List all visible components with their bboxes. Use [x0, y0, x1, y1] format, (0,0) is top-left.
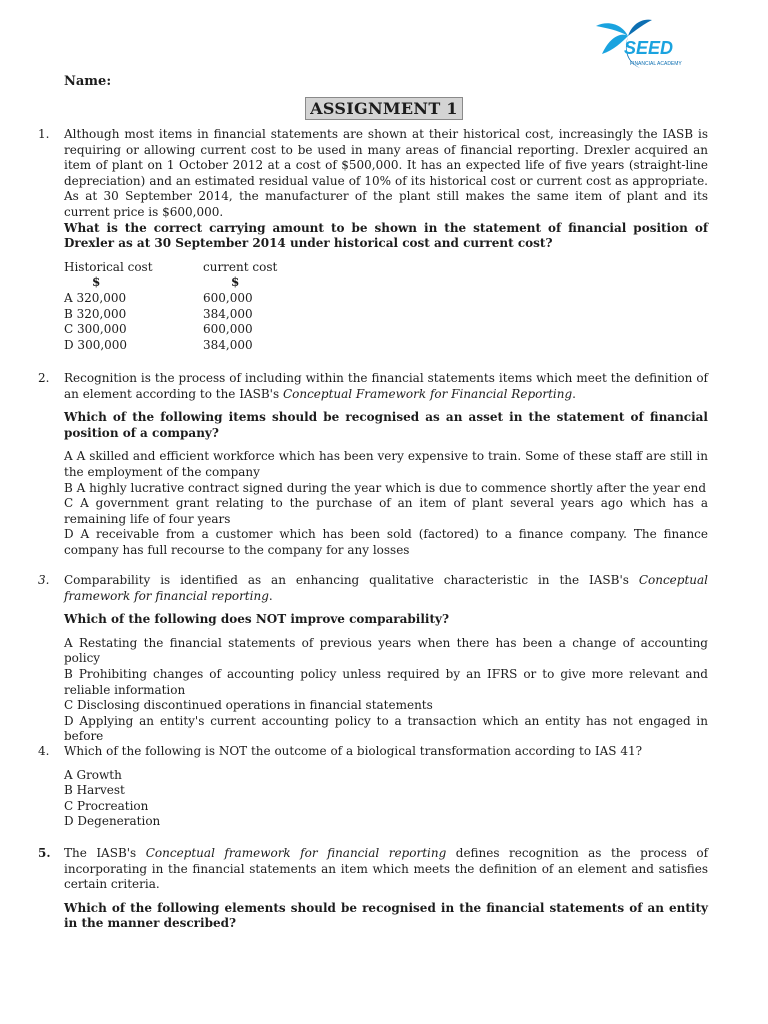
option-b: B Prohibiting changes of accounting policy unless required by an IFRS or to give more relevant and reliable information — [64, 666, 708, 697]
option-a: A Growth — [64, 767, 122, 782]
question-5 — [38, 846, 708, 932]
option-row — [64, 322, 708, 338]
question-prompt: Which of the following does NOT improve comparability? — [64, 612, 449, 627]
option-c: C A government grant relating to the purchase of an item of plant several years ago which has a remaining life of four years — [64, 496, 708, 526]
option-historical: B 320,000 — [64, 306, 127, 321]
option-current: 384,000 — [203, 337, 253, 352]
name-label: Name: — [64, 74, 112, 89]
option-c: C Procreation — [64, 798, 149, 813]
question-3 — [38, 573, 708, 745]
question-number: 1. — [38, 127, 50, 141]
option-row — [64, 307, 708, 323]
option-historical: A 320,000 — [64, 290, 127, 305]
question-1 — [38, 127, 708, 353]
unit-label: $ — [231, 275, 240, 290]
question-2 — [38, 371, 708, 559]
seed-logo — [588, 14, 706, 74]
option-current: 384,000 — [203, 306, 253, 321]
option-c: C Disclosing discontinued operations in financial statements — [64, 698, 433, 713]
question-text: Although most items in financial statements are shown at their historical cost, increasingly the IASB is requiring or allowing current cost to be used in many areas of financial reporting. Drexler acquired an item of plant on 1 October 2012 at a cost of $500,000. It has an expected life of five years (straight-line depreciation) and an estimated residual value of 10% of its historical cost or current cost as appropriate. As at 30 September 2014, the manufacturer of the plant still makes the same item of plant and its current price is $600,000. — [64, 127, 708, 219]
assignment-title: ASSIGNMENT 1 — [305, 97, 463, 120]
option-historical: C 300,000 — [64, 322, 127, 337]
option-b: B Harvest — [64, 783, 125, 798]
question-4 — [38, 744, 708, 830]
question-number: 3. — [38, 573, 50, 587]
question-number: 2. — [38, 371, 50, 385]
option-d: D Applying an entity's current accounting policy to a transaction which an entity has not engaged in before — [64, 713, 708, 744]
column-header: Historical cost — [64, 259, 153, 274]
option-row — [64, 291, 708, 307]
option-a: A A skilled and efficient workforce which has been very expensive to train. Some of these staff are still in the employment of the company — [64, 449, 708, 479]
option-current: 600,000 — [203, 322, 253, 337]
option-a: A Restating the financial statements of previous years when there has been a change of accounting policy — [64, 635, 708, 666]
question-prompt: Which of the following items should be recognised as an asset in the statement of financial position of a company? — [64, 410, 708, 440]
option-row — [64, 338, 708, 354]
question-prompt: Which of the following is NOT the outcome of a biological transformation according to IAS 41? — [64, 744, 643, 758]
option-d: D Degeneration — [64, 814, 161, 829]
question-prompt: What is the correct carrying amount to be shown in the statement of financial position of Drexler as at 30 September 2014 under historical cost and current cost? — [64, 220, 708, 251]
option-historical: D 300,000 — [64, 337, 128, 352]
svg-text:FINANCIAL ACADEMY: FINANCIAL ACADEMY — [630, 61, 682, 67]
question-text: Comparability is identified as an enhancing qualitative characteristic in the IASB's Conceptual framework for financial reporting. — [64, 573, 708, 603]
column-header: current cost — [203, 259, 278, 274]
unit-label: $ — [92, 275, 101, 290]
question-number: 5. — [38, 846, 51, 860]
option-b: B A highly lucrative contract signed during the year which is due to commence shortly after the year end — [64, 480, 707, 495]
question-text: Recognition is the process of including within the financial statements items which meet the definition of an element according to the IASB's Conceptual Framework for Financial Reporting. — [64, 371, 708, 401]
question-text: The IASB's Conceptual framework for financial reporting defines recognition as the process of incorporating in the financial statements an item which meets the definition of an element and satisfies certain criteria. — [64, 846, 709, 892]
question-prompt: Which of the following elements should be recognised in the financial statements of an entity in the manner described? — [64, 900, 708, 931]
question-number: 4. — [38, 744, 50, 758]
option-current: 600,000 — [203, 290, 253, 305]
svg-text:SEED: SEED — [624, 38, 674, 58]
option-d: D A receivable from a customer which has been sold (factored) to a finance company. The finance company has full recourse to the company for any losses — [64, 527, 708, 557]
seed-logo-icon — [588, 14, 706, 74]
